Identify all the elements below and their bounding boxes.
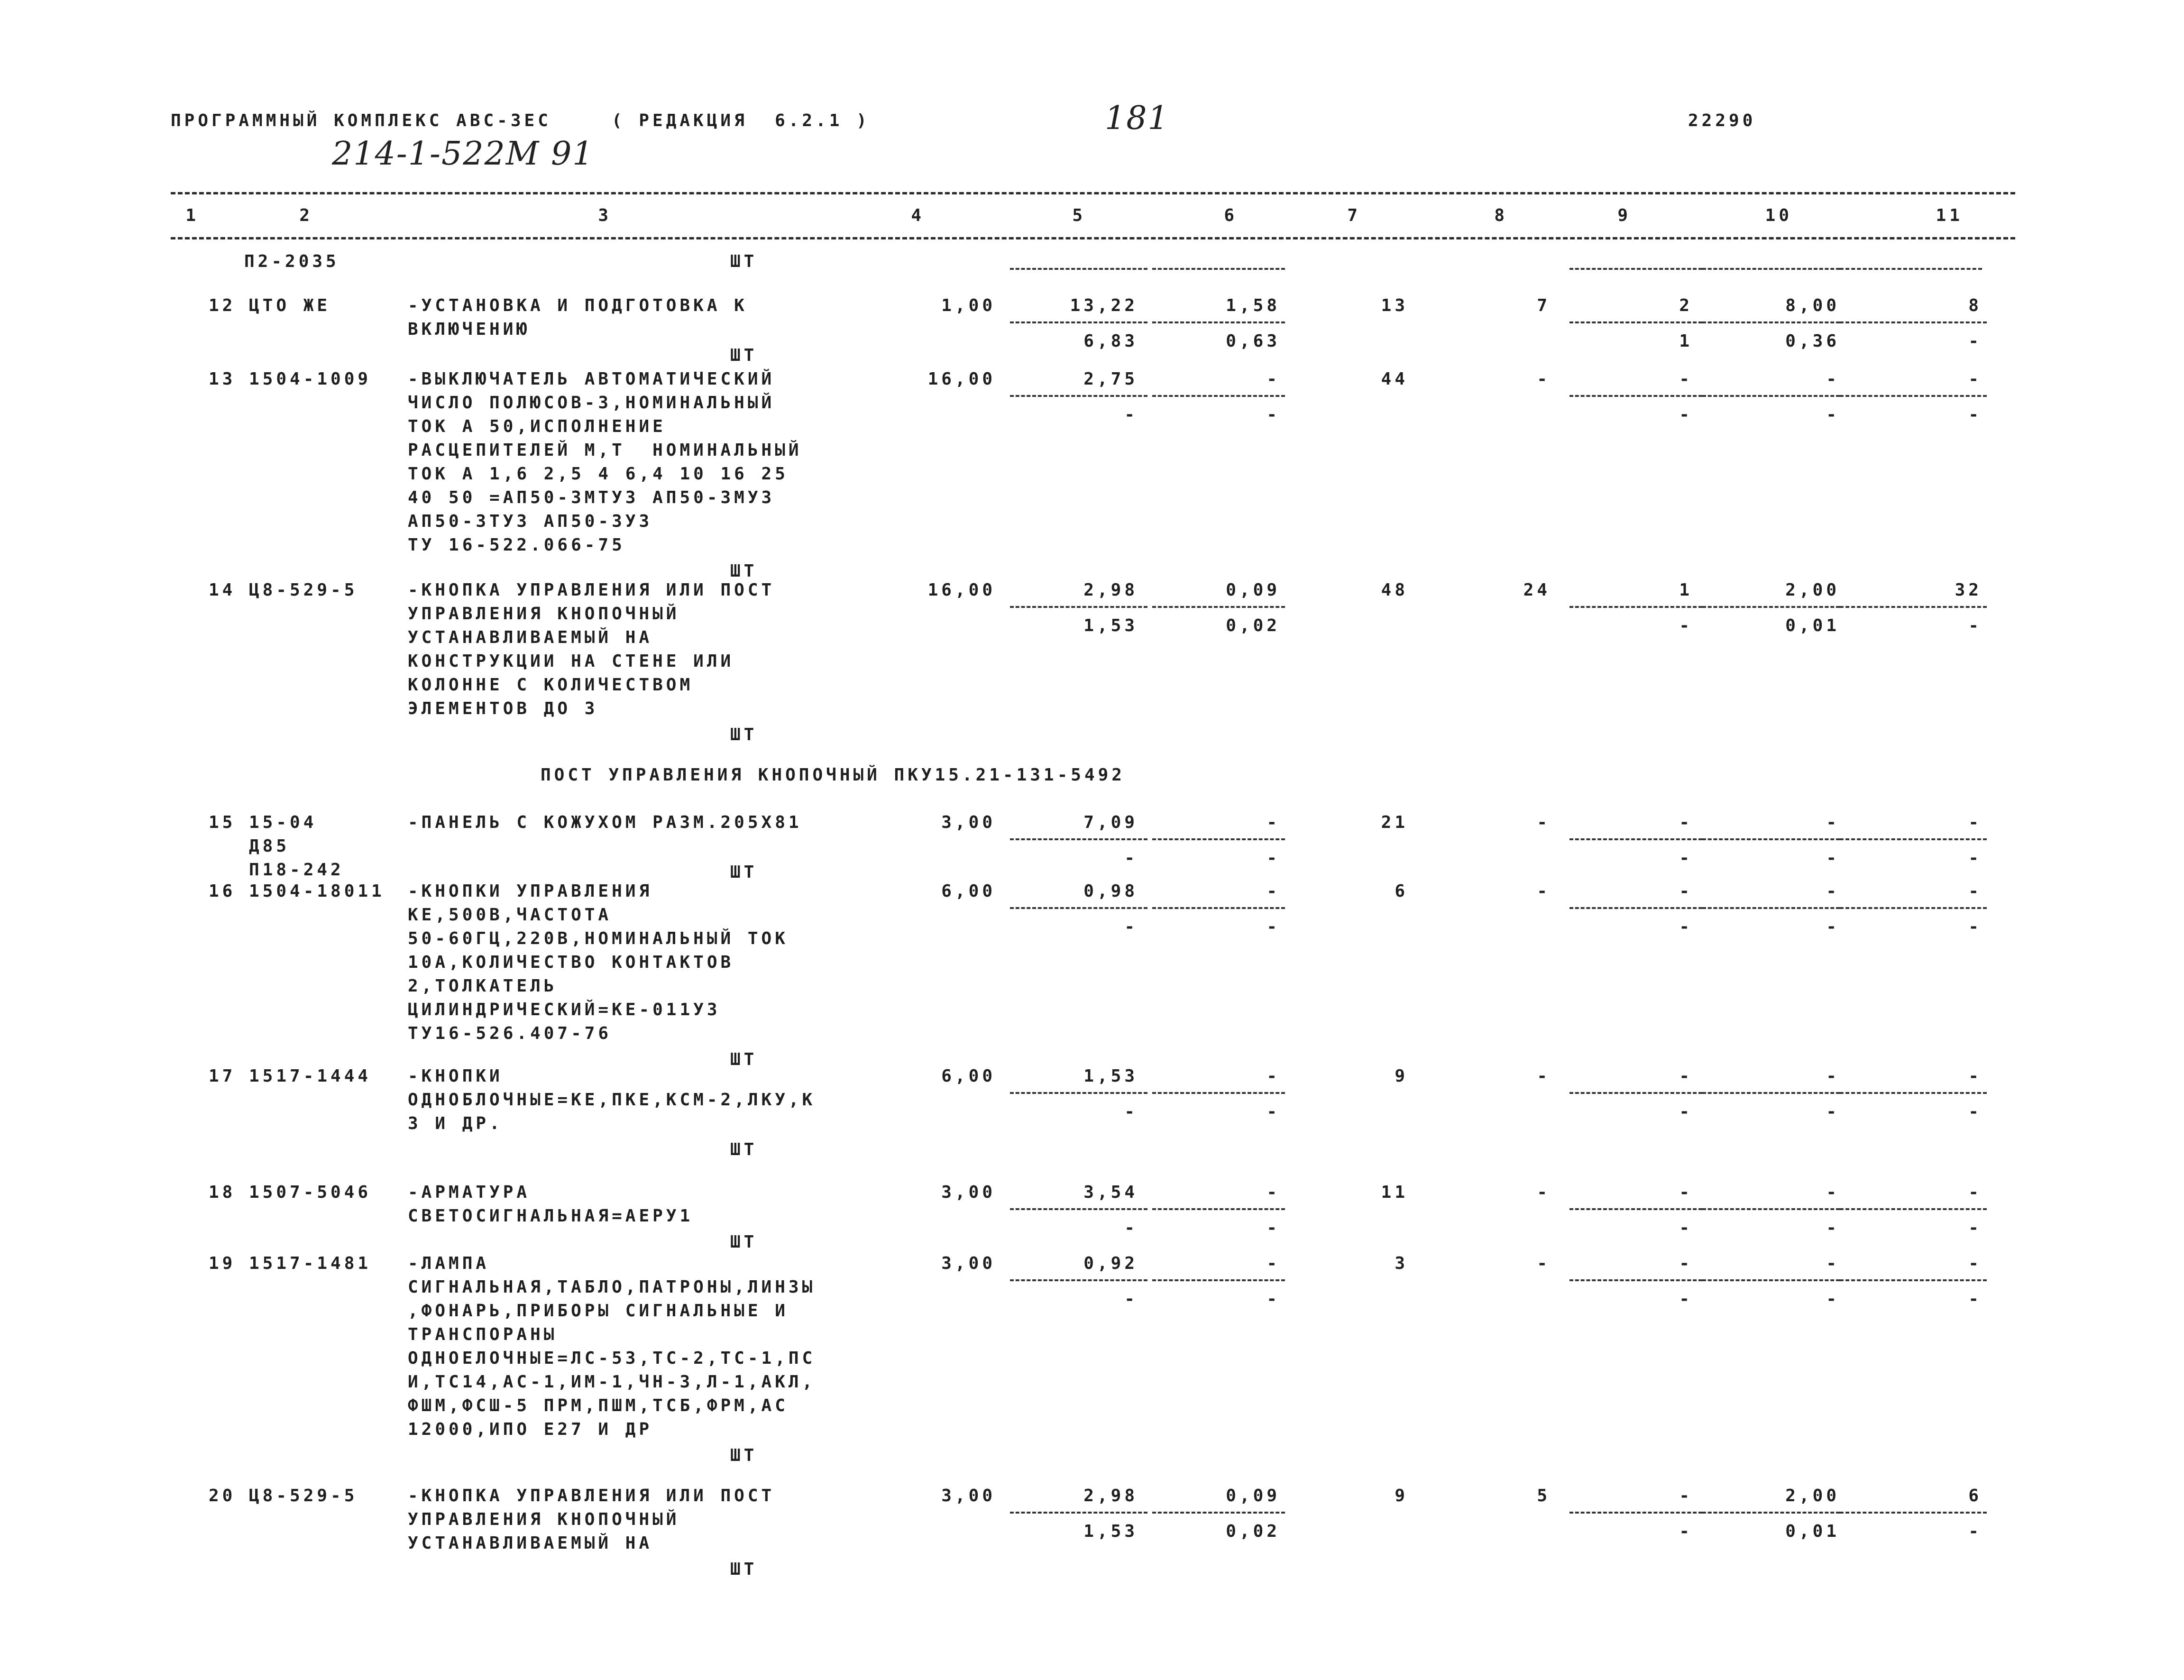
unit-label: ШТ xyxy=(730,1140,758,1159)
cell-c8: - xyxy=(1537,1183,1551,1202)
row-description-line: РАСЦЕПИТЕЛЕЙ М,Т НОМИНАЛЬНЫЙ xyxy=(408,441,802,460)
cell-c11: 6 xyxy=(1968,1486,1982,1506)
row-description-line: -ВЫКЛЮЧАТЕЛЬ АВТОМАТИЧЕСКИЙ xyxy=(408,369,775,389)
edition-label: ( РЕДАКЦИЯ 6.2.1 ) xyxy=(612,111,870,130)
row-code: Ц8-529-5 xyxy=(249,1486,358,1506)
value-dash xyxy=(1569,1092,1702,1094)
cell-c6: - xyxy=(1266,1066,1280,1086)
value-dash xyxy=(1840,606,1987,608)
cell-qty: 16,00 xyxy=(927,580,996,600)
cell-c7: 48 xyxy=(1381,580,1408,600)
sub-cell-c5: - xyxy=(1124,917,1138,936)
value-dash xyxy=(1702,1279,1840,1281)
row-description-line: АП50-3ТУ3 АП50-3У3 xyxy=(408,512,653,531)
cell-c11: - xyxy=(1968,881,1982,901)
row-description-line: 12000,ИПО Е27 И ДР xyxy=(408,1420,653,1439)
value-dash xyxy=(1152,907,1285,909)
unit-label: ШТ xyxy=(730,252,758,271)
sub-cell-c11: - xyxy=(1968,848,1982,868)
value-dash xyxy=(1569,907,1702,909)
value-dash xyxy=(1840,1208,1987,1210)
value-dash xyxy=(1702,395,1840,397)
cell-c10: - xyxy=(1826,813,1840,832)
cell-c6: - xyxy=(1266,1183,1280,1202)
row-description-line: ТУ 16-522.066-75 xyxy=(408,535,625,555)
value-dash xyxy=(1010,1092,1147,1094)
cell-c5: 2,75 xyxy=(1083,369,1138,389)
cell-c9: - xyxy=(1679,1254,1693,1273)
sub-cell-c11: - xyxy=(1968,616,1982,635)
document-code: 22290 xyxy=(1688,111,1756,130)
value-dash xyxy=(1010,321,1147,323)
cell-c9: - xyxy=(1679,1486,1693,1506)
row-description-line: ОДНОЕЛОЧНЫЕ=ЛС-53,ТС-2,ТС-1,ПС xyxy=(408,1349,816,1368)
row-description-line: УСТАНАВЛИВАЕМЫЙ НА xyxy=(408,1533,653,1553)
cell-c10: 2,00 xyxy=(1785,1486,1840,1506)
cell-c10: - xyxy=(1826,369,1840,389)
sub-cell-c10: - xyxy=(1826,848,1840,868)
row-code: 1504-1009 xyxy=(249,369,372,389)
sub-cell-c5: 1,53 xyxy=(1083,1522,1138,1541)
row-description-line: КЕ,500В,ЧАСТОТА xyxy=(408,905,612,925)
cell-c6: - xyxy=(1266,813,1280,832)
column-header-9: 9 xyxy=(1617,206,1631,225)
column-header-7: 7 xyxy=(1347,206,1361,225)
row-description-line: 2,ТОЛКАТЕЛЬ xyxy=(408,976,558,996)
cell-c11: - xyxy=(1968,1183,1982,1202)
value-dash xyxy=(1152,838,1285,840)
header-rule-top xyxy=(171,192,2015,194)
cell-c5: 1,53 xyxy=(1083,1066,1138,1086)
row-code: 1504-18011 xyxy=(249,881,385,901)
sub-cell-c10: - xyxy=(1826,1289,1840,1309)
sub-cell-c9: - xyxy=(1679,1289,1693,1309)
value-dash xyxy=(1152,606,1285,608)
value-dash xyxy=(1010,838,1147,840)
row-code: 1517-1444 xyxy=(249,1066,372,1086)
value-dash xyxy=(1152,1279,1285,1281)
row-description-line: КОНСТРУКЦИИ НА СТЕНЕ ИЛИ xyxy=(408,652,734,671)
sub-cell-c6: - xyxy=(1266,1289,1280,1309)
value-dash xyxy=(1569,838,1702,840)
cell-c8: - xyxy=(1537,813,1551,832)
row-code: 1507-5046 xyxy=(249,1183,372,1202)
column-header-2: 2 xyxy=(299,206,313,225)
cell-qty: 6,00 xyxy=(941,1066,996,1086)
value-dash xyxy=(1702,1208,1840,1210)
handwritten-reference: 214-1-522М 91 xyxy=(332,135,594,173)
cell-c11: 8 xyxy=(1968,296,1982,315)
sheet-number: 181 xyxy=(1105,100,1169,137)
cell-c11: - xyxy=(1968,813,1982,832)
row-code-line3: П18-242 xyxy=(249,860,344,880)
column-header-1: 1 xyxy=(185,206,199,225)
value-dash xyxy=(1569,606,1702,608)
sub-cell-c5: - xyxy=(1124,1102,1138,1121)
cell-c8: 24 xyxy=(1523,580,1551,600)
sub-cell-c6: - xyxy=(1266,1102,1280,1121)
column-header-6: 6 xyxy=(1224,206,1238,225)
cell-c8: 5 xyxy=(1537,1486,1551,1506)
sub-cell-c5: - xyxy=(1124,848,1138,868)
cell-c9: - xyxy=(1679,1066,1693,1086)
cell-c9: - xyxy=(1679,1183,1693,1202)
column-header-5: 5 xyxy=(1072,206,1086,225)
row-description-line: ТОК А 50,ИСПОЛНЕНИЕ xyxy=(408,417,666,436)
unit-label: ШТ xyxy=(730,1446,758,1465)
row-description-line: ТОК А 1,6 2,5 4 6,4 10 16 25 xyxy=(408,464,789,484)
value-dash xyxy=(1569,321,1702,323)
cell-c9: 2 xyxy=(1679,296,1693,315)
column-header-11: 11 xyxy=(1936,206,1963,225)
top-code: П2-2035 xyxy=(244,252,340,271)
column-header-3: 3 xyxy=(598,206,612,225)
cell-c7: 11 xyxy=(1381,1183,1408,1202)
value-dash xyxy=(1840,1279,1987,1281)
value-dash xyxy=(1840,838,1987,840)
row-description-line: 3 И ДР. xyxy=(408,1114,503,1133)
sub-cell-c11: - xyxy=(1968,1289,1982,1309)
cell-c5: 2,98 xyxy=(1083,580,1138,600)
cell-c9: 1 xyxy=(1679,580,1693,600)
row-description-line: УПРАВЛЕНИЯ КНОПОЧНЫЙ xyxy=(408,604,680,624)
cell-c10: - xyxy=(1826,1183,1840,1202)
row-description-line: КОЛОННЕ С КОЛИЧЕСТВОМ xyxy=(408,675,694,695)
value-dash xyxy=(1702,838,1840,840)
row-description-line: 10А,КОЛИЧЕСТВО КОНТАКТОВ xyxy=(408,953,734,972)
sub-cell-c10: 0,01 xyxy=(1785,1522,1840,1541)
row-description-line: СВЕТОСИГНАЛЬНАЯ=АЕРУ1 xyxy=(408,1206,694,1226)
row-description-line: ЭЛЕМЕНТОВ ДО 3 xyxy=(408,699,598,718)
sub-cell-c9: - xyxy=(1679,1102,1693,1121)
unit-label: ШТ xyxy=(730,346,758,365)
cell-c6: - xyxy=(1266,369,1280,389)
row-number: 13 xyxy=(209,369,236,389)
row-description-line: ЦИЛИНДРИЧЕСКИЙ=КЕ-011У3 xyxy=(408,1000,721,1019)
cell-c10: - xyxy=(1826,1066,1840,1086)
cell-c6: 0,09 xyxy=(1226,1486,1280,1506)
cell-c9: - xyxy=(1679,813,1693,832)
cell-c5: 0,98 xyxy=(1083,881,1138,901)
header-rule-bottom xyxy=(171,237,2015,239)
value-dash xyxy=(1152,395,1285,397)
top-code-dash xyxy=(1152,268,1285,270)
sub-cell-c5: - xyxy=(1124,405,1138,424)
row-description-line: И,ТС14,АС-1,ИМ-1,ЧН-3,Л-1,АКЛ, xyxy=(408,1372,816,1392)
sub-cell-c11: - xyxy=(1968,331,1982,351)
sub-cell-c10: 0,36 xyxy=(1785,331,1840,351)
sub-cell-c6: 0,02 xyxy=(1226,1522,1280,1541)
cell-c6: 1,58 xyxy=(1226,296,1280,315)
row-description-line: 50-60ГЦ,220В,НОМИНАЛЬНЫЙ ТОК xyxy=(408,929,789,948)
sub-cell-c5: - xyxy=(1124,1289,1138,1309)
cell-c6: - xyxy=(1266,1254,1280,1273)
cell-c7: 21 xyxy=(1381,813,1408,832)
value-dash xyxy=(1702,321,1840,323)
row-code: Ц8-529-5 xyxy=(249,580,358,600)
sub-cell-c10: - xyxy=(1826,917,1840,936)
unit-label: ШТ xyxy=(730,725,758,744)
value-dash xyxy=(1152,1512,1285,1514)
row-description-line: УСТАНАВЛИВАЕМЫЙ НА xyxy=(408,628,653,647)
sub-cell-c11: - xyxy=(1968,917,1982,936)
unit-label: ШТ xyxy=(730,1050,758,1069)
sub-cell-c9: - xyxy=(1679,1218,1693,1238)
row-code: ЦТО ЖЕ xyxy=(249,296,331,315)
row-code: 15-04 xyxy=(249,813,317,832)
row-description-line: УПРАВЛЕНИЯ КНОПОЧНЫЙ xyxy=(408,1510,680,1529)
cell-c7: 3 xyxy=(1395,1254,1408,1273)
cell-c5: 13,22 xyxy=(1070,296,1138,315)
value-dash xyxy=(1840,395,1987,397)
top-code-dash xyxy=(1010,268,1147,270)
value-dash xyxy=(1840,1092,1987,1094)
row-number: 19 xyxy=(209,1254,236,1273)
program-title: ПРОГРАММНЫЙ КОМПЛЕКС АВС-ЗЕС xyxy=(171,111,551,130)
row-description-line: -КНОПКИ УПРАВЛЕНИЯ xyxy=(408,881,653,901)
cell-qty: 6,00 xyxy=(941,881,996,901)
value-dash xyxy=(1010,606,1147,608)
cell-c8: - xyxy=(1537,1254,1551,1273)
cell-c10: 8,00 xyxy=(1785,296,1840,315)
column-header-4: 4 xyxy=(911,206,925,225)
sub-cell-c6: 0,63 xyxy=(1226,331,1280,351)
sub-cell-c9: - xyxy=(1679,616,1693,635)
sub-cell-c6: - xyxy=(1266,1218,1280,1238)
cell-c9: - xyxy=(1679,369,1693,389)
row-number: 18 xyxy=(209,1183,236,1202)
cell-c7: 44 xyxy=(1381,369,1408,389)
value-dash xyxy=(1702,606,1840,608)
cell-c6: - xyxy=(1266,881,1280,901)
value-dash xyxy=(1152,1092,1285,1094)
row-description-line: ,ФОНАРЬ,ПРИБОРЫ СИГНАЛЬНЫЕ И xyxy=(408,1301,789,1321)
value-dash xyxy=(1840,1512,1987,1514)
cell-c6: 0,09 xyxy=(1226,580,1280,600)
sub-cell-c6: - xyxy=(1266,848,1280,868)
sub-cell-c11: - xyxy=(1968,1218,1982,1238)
value-dash xyxy=(1702,1092,1840,1094)
value-dash xyxy=(1702,907,1840,909)
value-dash xyxy=(1840,907,1987,909)
cell-c7: 9 xyxy=(1395,1066,1408,1086)
unit-label: ШТ xyxy=(730,863,758,882)
cell-c5: 2,98 xyxy=(1083,1486,1138,1506)
cell-c8: - xyxy=(1537,1066,1551,1086)
row-description-line: -КНОПКИ xyxy=(408,1066,503,1086)
cell-c11: 32 xyxy=(1955,580,1982,600)
top-code-dash xyxy=(1840,268,1982,270)
cell-c8: 7 xyxy=(1537,296,1551,315)
cell-c5: 3,54 xyxy=(1083,1183,1138,1202)
row-description-line: ФШМ,ФСШ-5 ПРМ,ПШМ,ТСБ,ФРМ,АС xyxy=(408,1396,789,1415)
sub-cell-c9: - xyxy=(1679,917,1693,936)
row-description-line: ТУ16-526.407-76 xyxy=(408,1024,612,1043)
section-title: ПОСТ УПРАВЛЕНИЯ КНОПОЧНЫЙ ПКУ15.21-131-5492 xyxy=(541,765,1125,785)
cell-qty: 3,00 xyxy=(941,813,996,832)
row-description-line: -ПАНЕЛЬ С КОЖУХОМ РАЗМ.205Х81 xyxy=(408,813,802,832)
sub-cell-c10: - xyxy=(1826,1102,1840,1121)
unit-label: ШТ xyxy=(730,1560,758,1579)
row-description-line: 40 50 =АП50-3МТУ3 АП50-3МУ3 xyxy=(408,488,775,507)
value-dash xyxy=(1702,1512,1840,1514)
row-description-line: ОДНОБЛОЧНЫЕ=КЕ,ПКЕ,КСМ-2,ЛКУ,К xyxy=(408,1090,816,1110)
sub-cell-c6: - xyxy=(1266,405,1280,424)
row-description-line: СИГНАЛЬНАЯ,ТАБЛО,ПАТРОНЫ,ЛИНЗЫ xyxy=(408,1277,816,1297)
cell-c11: - xyxy=(1968,1066,1982,1086)
cell-c8: - xyxy=(1537,881,1551,901)
sub-cell-c11: - xyxy=(1968,1522,1982,1541)
cell-qty: 3,00 xyxy=(941,1486,996,1506)
sub-cell-c9: - xyxy=(1679,1522,1693,1541)
column-header-8: 8 xyxy=(1494,206,1508,225)
cell-qty: 3,00 xyxy=(941,1254,996,1273)
row-code: 1517-1481 xyxy=(249,1254,372,1273)
top-code-dash xyxy=(1569,268,1702,270)
cell-qty: 3,00 xyxy=(941,1183,996,1202)
sub-cell-c10: - xyxy=(1826,405,1840,424)
value-dash xyxy=(1010,907,1147,909)
row-description-line: -КНОПКА УПРАВЛЕНИЯ ИЛИ ПОСТ xyxy=(408,1486,775,1506)
cell-c7: 9 xyxy=(1395,1486,1408,1506)
sub-cell-c5: - xyxy=(1124,1218,1138,1238)
value-dash xyxy=(1840,321,1987,323)
cell-c10: - xyxy=(1826,1254,1840,1273)
cell-c10: - xyxy=(1826,881,1840,901)
row-description-line: -ЛАМПА xyxy=(408,1254,490,1273)
row-code-line2: Д85 xyxy=(249,836,290,856)
unit-label: ШТ xyxy=(730,561,758,581)
sub-cell-c9: - xyxy=(1679,405,1693,424)
cell-c8: - xyxy=(1537,369,1551,389)
cell-c7: 13 xyxy=(1381,296,1408,315)
sub-cell-c5: 1,53 xyxy=(1083,616,1138,635)
cell-c10: 2,00 xyxy=(1785,580,1840,600)
row-description-line: ЧИСЛО ПОЛЮСОВ-3,НОМИНАЛЬНЫЙ xyxy=(408,393,775,413)
row-description-line: -АРМАТУРА xyxy=(408,1183,531,1202)
row-number: 17 xyxy=(209,1066,236,1086)
row-description-line: -КНОПКА УПРАВЛЕНИЯ ИЛИ ПОСТ xyxy=(408,580,775,600)
cell-c7: 6 xyxy=(1395,881,1408,901)
row-description-line: -УСТАНОВКА И ПОДГОТОВКА К xyxy=(408,296,748,315)
value-dash xyxy=(1569,395,1702,397)
sub-cell-c10: - xyxy=(1826,1218,1840,1238)
sub-cell-c5: 6,83 xyxy=(1083,331,1138,351)
value-dash xyxy=(1569,1512,1702,1514)
cell-c5: 7,09 xyxy=(1083,813,1138,832)
sub-cell-c10: 0,01 xyxy=(1785,616,1840,635)
column-header-10: 10 xyxy=(1765,206,1792,225)
value-dash xyxy=(1010,1279,1147,1281)
value-dash xyxy=(1569,1279,1702,1281)
sub-cell-c11: - xyxy=(1968,405,1982,424)
row-description-line: ТРАНСПОРАНЫ xyxy=(408,1325,558,1344)
sub-cell-c9: 1 xyxy=(1679,331,1693,351)
sub-cell-c9: - xyxy=(1679,848,1693,868)
row-number: 16 xyxy=(209,881,236,901)
row-description-line: ВКЛЮЧЕНИЮ xyxy=(408,320,531,339)
value-dash xyxy=(1569,1208,1702,1210)
sub-cell-c11: - xyxy=(1968,1102,1982,1121)
value-dash xyxy=(1152,1208,1285,1210)
row-number: 14 xyxy=(209,580,236,600)
cell-c9: - xyxy=(1679,881,1693,901)
row-number: 15 xyxy=(209,813,236,832)
cell-c11: - xyxy=(1968,1254,1982,1273)
row-number: 20 xyxy=(209,1486,236,1506)
unit-label: ШТ xyxy=(730,1232,758,1252)
value-dash xyxy=(1152,321,1285,323)
row-number: 12 xyxy=(209,296,236,315)
sub-cell-c6: 0,02 xyxy=(1226,616,1280,635)
value-dash xyxy=(1010,395,1147,397)
cell-c11: - xyxy=(1968,369,1982,389)
top-code-dash xyxy=(1702,268,1840,270)
value-dash xyxy=(1010,1208,1147,1210)
sub-cell-c6: - xyxy=(1266,917,1280,936)
cell-qty: 1,00 xyxy=(941,296,996,315)
cell-c5: 0,92 xyxy=(1083,1254,1138,1273)
value-dash xyxy=(1010,1512,1147,1514)
cell-qty: 16,00 xyxy=(927,369,996,389)
